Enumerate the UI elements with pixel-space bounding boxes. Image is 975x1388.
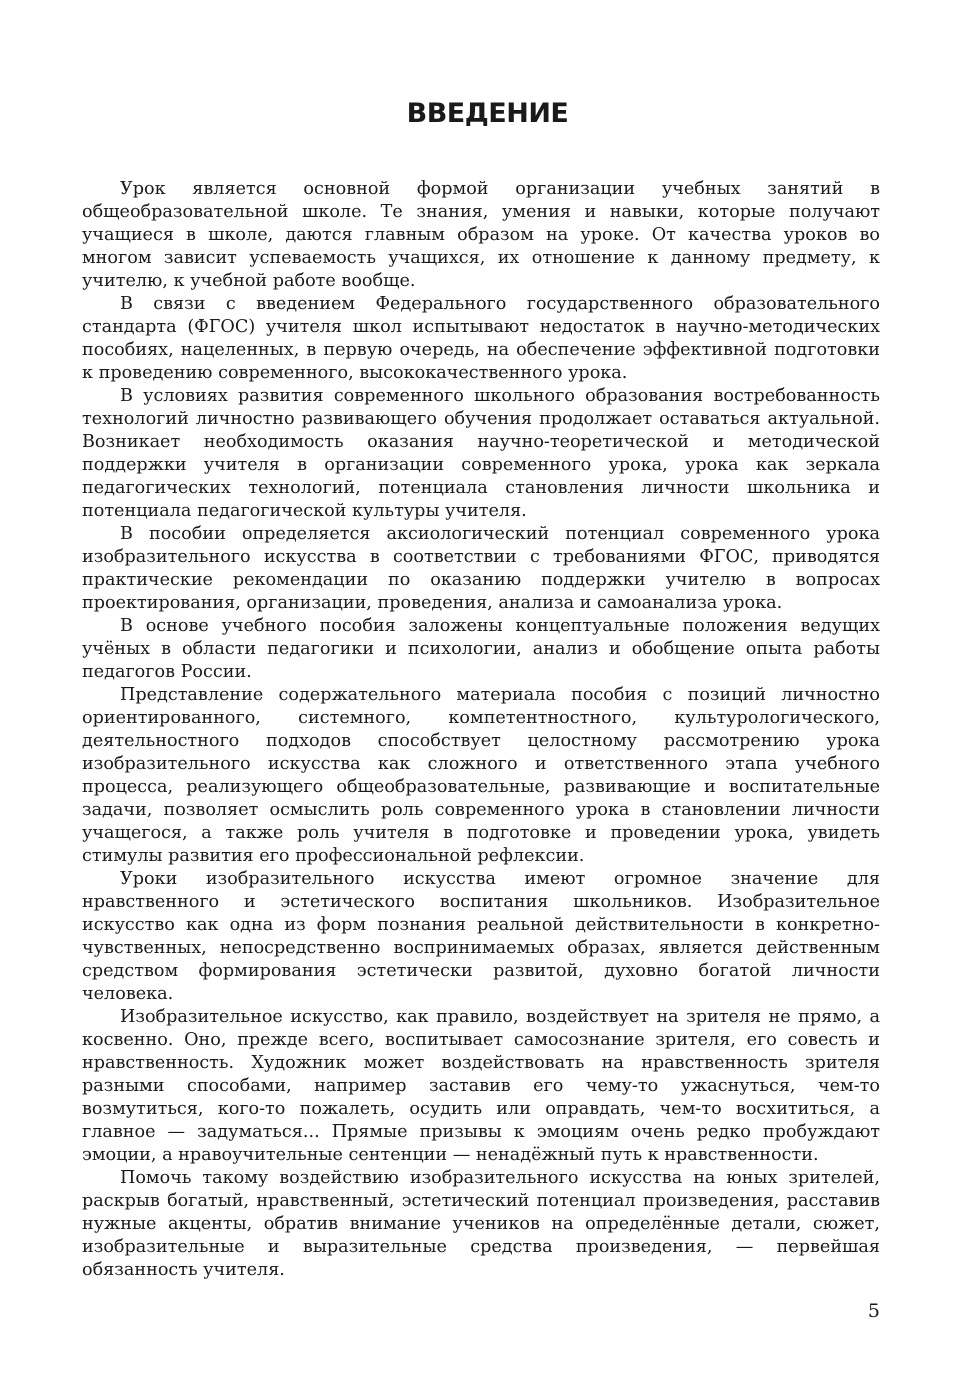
paragraph: Изобразительное искусство, как правило, воздействует на зрителя не прямо, а косвенно. Оно, прежде всего, воспитывает самосознание зрителя, его совесть и нравственность. Художник может воздействовать на нравственность зрителя разными способами, например заставив его чему-то ужаснуться, чем-то возмутиться, кого-то пожалеть, осудить или оправдать, чем-то восхититься, а главное — задуматься... Прямые призывы к эмоциям очень редко пробуждают эмоции, а нравоучительные сентенции — ненадёжный путь к нравственности.	[82, 1007, 880, 1165]
body-text	[82, 178, 880, 1282]
paragraph: Представление содержательного материала пособия с позиций личностно ориентированного, системного, компетентностного, культурологического, деятельностного подходов способствует целостному рассмотрению урока изобразительного искусства как сложного и ответственного этапа учебного процесса, реализующего общеобразовательные, развивающие и воспитательные задачи, позволяет осмыслить роль современного урока в становлении личности учащегося, а также роль учителя в подготовке и проведении урока, увидеть стимулы развития его профессиональной рефлексии.	[82, 685, 880, 866]
paragraph: Уроки изобразительного искусства имеют огромное значение для нравственного и эстетического воспитания школьников. Изобразительное искусство как одна из форм познания реальной действительности в конкретно-чувственных, непосредственно воспринимаемых образах, является действенным средством формирования эстетически развитой, духовно богатой личности человека.	[82, 869, 880, 1004]
paragraph: В связи с введением Федерального государственного образовательного стандарта (ФГОС) учителя школ испытывают недостаток в научно-методических пособиях, нацеленных, в первую очередь, на обеспечение эффективной подготовки к проведению современного, высококачественного урока.	[82, 294, 880, 383]
paragraph: В основе учебного пособия заложены концептуальные положения ведущих учёных в области педагогики и психологии, анализ и обобщение опыта работы педагогов России.	[82, 616, 880, 682]
paragraph: В условиях развития современного школьного образования востребованность технологий личностно развивающего обучения продолжает оставаться актуальной. Возникает необходимость оказания научно-теоретической и методической поддержки учителя в организации современного урока, урока как зеркала педагогических технологий, потенциала становления личности школьника и потенциала педагогической культуры учителя.	[82, 386, 880, 521]
paragraph: В пособии определяется аксиологический потенциал современного урока изобразительного искусства в соответствии с требованиями ФГОС, приводятся практические рекомендации по оказанию поддержки учителю в вопросах проектирования, организации, проведения, анализа и самоанализа урока.	[82, 524, 880, 613]
chapter-title: ВВЕДЕНИЕ	[406, 98, 569, 129]
page-number: 5	[867, 1300, 880, 1322]
paragraph: Урок является основной формой организации учебных занятий в общеобразовательной школе. Те знания, умения и навыки, которые получают учащиеся в школе, даются главным образом на уроке. От качества уроков во многом зависит успеваемость учащихся, их отношение к данному предмету, к учителю, к учебной работе вообще.	[82, 179, 880, 291]
paragraph: Помочь такому воздействию изобразительного искусства на юных зрителей, раскрыв богатый, нравственный, эстетический потенциал произведения, расставив нужные акценты, обратив внимание учеников на определённые детали, сюжет, изобразительные и выразительные средства произведения, — первейшая обязанность учителя.	[82, 1168, 880, 1280]
